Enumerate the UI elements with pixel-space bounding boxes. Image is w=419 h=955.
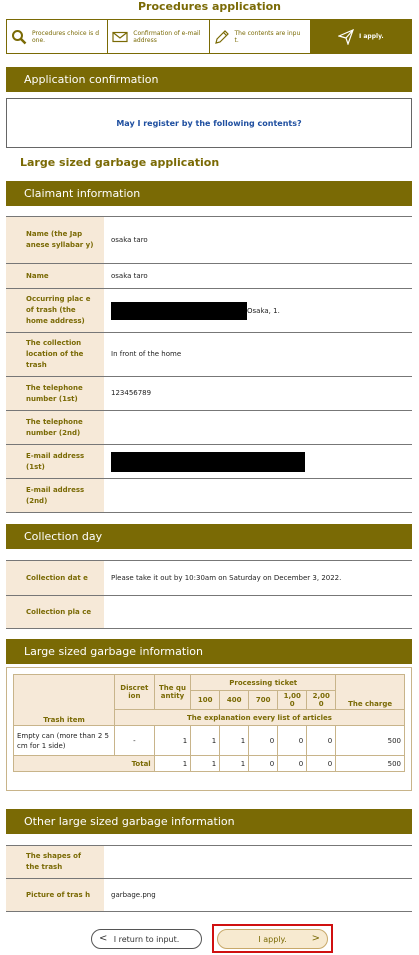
- step-label: The contents are inpu t.: [234, 29, 301, 44]
- confirmation-message-box: [6, 98, 412, 148]
- claimant-row: [6, 333, 412, 377]
- send-icon: [338, 29, 354, 45]
- claimant-table: [6, 216, 412, 513]
- other-info-table: [6, 845, 412, 912]
- application-type-heading: Large sized garbage application: [20, 156, 220, 169]
- col-trash-item: Trash item: [14, 675, 115, 726]
- redaction-block: [111, 452, 305, 472]
- col-discretion: Discret ion: [114, 675, 154, 710]
- claimant-row: [6, 411, 412, 445]
- ticket-col-700: 700: [249, 691, 278, 710]
- trash-item-charge: 500: [336, 726, 405, 756]
- field-label: The collection location of the trash: [6, 333, 104, 377]
- section-header-application-confirmation: Application confirmation: [6, 67, 412, 92]
- col-charge: The charge: [336, 675, 405, 710]
- address-suffix: Osaka, 1.: [247, 306, 280, 315]
- field-label: Picture of tras h: [6, 879, 104, 912]
- chevron-right-icon: >: [311, 933, 320, 944]
- field-label: Collection dat e: [6, 561, 104, 596]
- total-label: Total: [14, 756, 155, 772]
- confirmation-question: May I register by the following contents?: [116, 118, 302, 128]
- progress-steps: [6, 19, 412, 54]
- field-label: Collection pla ce: [6, 596, 104, 629]
- field-value: [104, 596, 412, 629]
- trash-item-ticket-1000: 0: [278, 726, 307, 756]
- page-title: Procedures application: [137, 0, 282, 13]
- collection-row: [6, 561, 412, 596]
- total-row: [14, 756, 405, 772]
- return-to-input-button[interactable]: [91, 929, 202, 949]
- field-label: The shapes of the trash: [6, 846, 104, 879]
- total-ticket-400: 1: [220, 756, 249, 772]
- ticket-col-1000: 1,00 0: [278, 691, 307, 710]
- other-info-row: [6, 879, 412, 912]
- field-value: 123456789: [104, 377, 412, 411]
- other-info-row: [6, 846, 412, 879]
- step-label: I apply.: [359, 33, 384, 40]
- garbage-table: [13, 674, 405, 772]
- collection-day-table: [6, 560, 412, 629]
- field-value-email: [104, 445, 412, 479]
- field-value: osaka taro: [104, 217, 412, 264]
- apply-button[interactable]: [217, 929, 328, 949]
- field-label: Name: [6, 264, 104, 289]
- ticket-col-400: 400: [220, 691, 249, 710]
- field-value: Please take it out by 10:30am on Saturday on December 3, 2022.: [104, 561, 412, 596]
- claimant-row: [6, 479, 412, 513]
- field-label: Name (the Jap anese syllabar y): [6, 217, 104, 264]
- field-value: [104, 411, 412, 445]
- section-header-garbage-info: Large sized garbage information: [6, 639, 412, 664]
- section-header-other-info: Other large sized garbage information: [6, 809, 412, 834]
- claimant-row: [6, 289, 412, 333]
- garbage-header-row: [14, 675, 405, 691]
- field-value: In front of the home: [104, 333, 412, 377]
- redaction-block: [111, 302, 247, 320]
- pencil-icon: [214, 29, 230, 45]
- ticket-col-2000: 2,00 0: [307, 691, 336, 710]
- trash-item-ticket-400: 1: [220, 726, 249, 756]
- trash-item-name: Empty can (more than 2 5 cm for 1 side): [14, 726, 115, 756]
- trash-item-discretion: -: [114, 726, 154, 756]
- field-value: garbage.png: [104, 879, 412, 912]
- total-charge: 500: [336, 756, 405, 772]
- trash-item-quantity: 1: [154, 726, 191, 756]
- step-label: Confirmation of e-mail address: [133, 29, 201, 44]
- section-header-collection-day: Collection day: [6, 524, 412, 549]
- field-label: Occurring plac e of trash (the home address): [6, 289, 104, 333]
- field-label: The telephone number (2nd): [6, 411, 104, 445]
- total-quantity: 1: [154, 756, 191, 772]
- claimant-row: [6, 264, 412, 289]
- field-label: The telephone number (1st): [6, 377, 104, 411]
- trash-item-ticket-100: 1: [191, 726, 220, 756]
- explanation-header: The explanation every list of articles: [114, 710, 404, 726]
- apply-button-label: I apply.: [258, 934, 287, 944]
- chevron-left-icon: <: [99, 933, 108, 944]
- trash-item-ticket-2000: 0: [307, 726, 336, 756]
- table-row: [14, 726, 405, 756]
- total-ticket-100: 1: [191, 756, 220, 772]
- step-label: Procedures choice is d one.: [32, 29, 100, 44]
- claimant-row: [6, 377, 412, 411]
- ticket-col-100: 100: [191, 691, 220, 710]
- field-value: [104, 479, 412, 513]
- step-email-confirmation: [108, 20, 209, 53]
- step-input-contents: [210, 20, 311, 53]
- field-value: [104, 846, 412, 879]
- total-ticket-1000: 0: [278, 756, 307, 772]
- trash-item-ticket-700: 0: [249, 726, 278, 756]
- field-label: E-mail address (2nd): [6, 479, 104, 513]
- field-value: osaka taro: [104, 264, 412, 289]
- col-quantity: The qu antity: [154, 675, 191, 710]
- step-procedure-choice: [7, 20, 108, 53]
- collection-row: [6, 596, 412, 629]
- claimant-row: [6, 217, 412, 264]
- field-label: E-mail address (1st): [6, 445, 104, 479]
- section-header-claimant: Claimant information: [6, 181, 412, 206]
- field-value-address: [104, 289, 412, 333]
- search-icon: [11, 29, 27, 45]
- total-ticket-700: 0: [249, 756, 278, 772]
- mail-icon: [112, 29, 128, 45]
- total-ticket-2000: 0: [307, 756, 336, 772]
- col-processing-ticket: Processing ticket: [191, 675, 336, 691]
- return-button-label: I return to input.: [113, 934, 180, 944]
- step-apply-current: [311, 20, 411, 53]
- claimant-row: [6, 445, 412, 479]
